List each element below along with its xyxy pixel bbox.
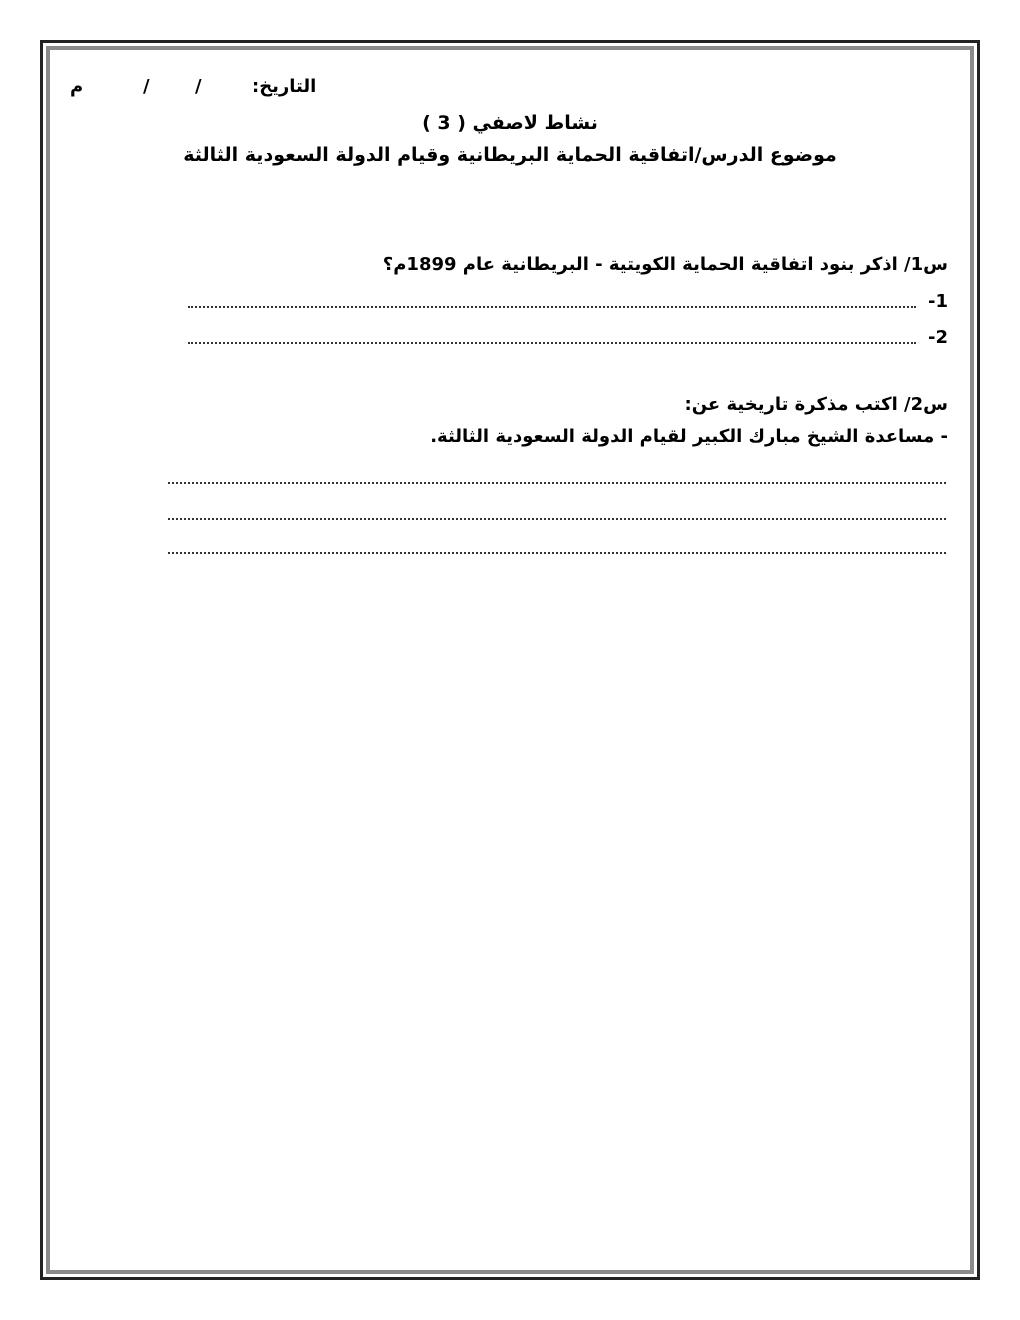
answer-line xyxy=(168,552,946,554)
answer-number-2: -2 xyxy=(928,327,948,348)
question-1-text: س1/ اذكر بنود اتفاقية الحماية الكويتية - البريطانية عام 1899م؟ xyxy=(382,254,948,275)
answer-line xyxy=(188,306,916,308)
answer-line xyxy=(168,482,946,484)
answer-line xyxy=(188,342,916,344)
date-separator: / xyxy=(143,76,150,97)
date-separator: / xyxy=(195,76,202,97)
date-suffix: م xyxy=(70,76,84,97)
activity-title: نشاط لاصفي ( 3 ) xyxy=(422,112,598,134)
date-label: التاريخ: xyxy=(252,76,317,97)
answer-line xyxy=(168,518,946,520)
page-border-inner xyxy=(46,46,974,1274)
question-2-text: س2/ اكتب مذكرة تاريخية عن: xyxy=(684,394,948,415)
answer-number-1: -1 xyxy=(928,291,948,312)
question-2-topic: - مساعدة الشيخ مبارك الكبير لقيام الدولة السعودية الثالثة. xyxy=(430,426,948,447)
lesson-subject: موضوع الدرس/اتفاقية الحماية البريطانية وقيام الدولة السعودية الثالثة xyxy=(183,144,837,166)
